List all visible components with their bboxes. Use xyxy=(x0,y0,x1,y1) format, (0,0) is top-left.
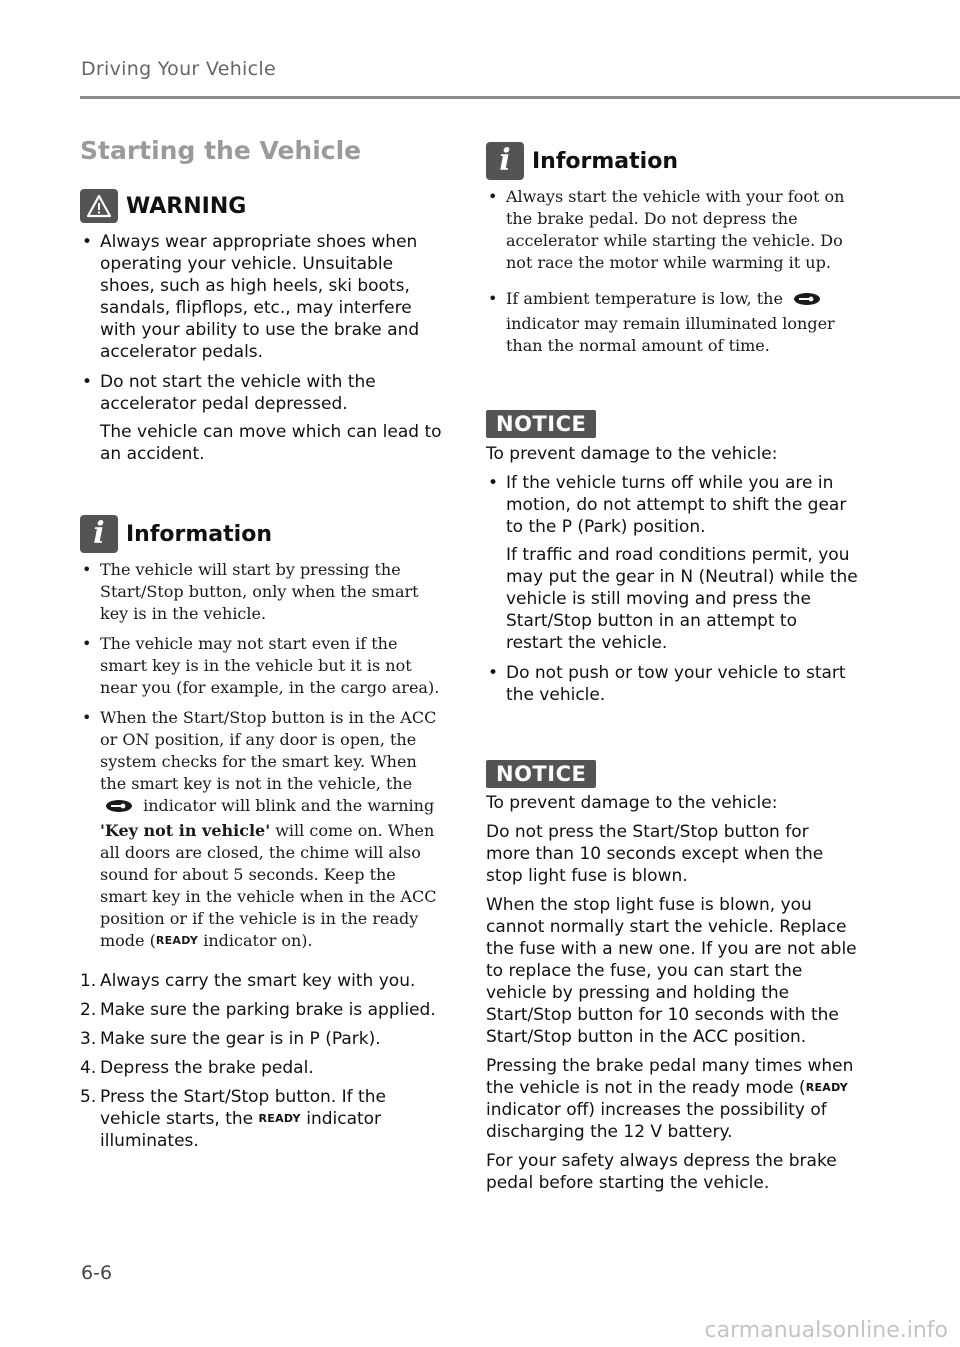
step-item: 4. Depress the brake pedal. xyxy=(80,1058,314,1078)
notice-paragraph: For your safety always depress the brake pedal before starting the vehicle. xyxy=(486,1151,837,1193)
notice-intro: To prevent damage to the vehicle: xyxy=(486,793,778,813)
info-icon: i xyxy=(486,142,524,180)
notice-paragraph: Do not press the Start/Stop button for more than 10 seconds except when the stop light fuse is blown. xyxy=(486,822,824,886)
smart-key-icon xyxy=(104,798,134,820)
section-title: Starting the Vehicle xyxy=(80,136,362,165)
steps-list xyxy=(80,970,450,1159)
notice-badge: NOTICE xyxy=(486,760,596,788)
notice-paragraph: Pressing the brake pedal many times when the vehicle is not in the ready mode (READY indicator off) increases the possibility of discharging the 12 V battery. xyxy=(486,1056,854,1142)
notice-intro: To prevent damage to the vehicle: xyxy=(486,444,778,464)
list-item: • Do not push or tow your vehicle to start the vehicle. xyxy=(486,662,858,706)
warning-icon xyxy=(80,189,118,223)
info-body-right xyxy=(486,186,846,365)
info-body-left xyxy=(80,559,445,960)
info-label: Information xyxy=(126,521,272,547)
step-item: 2. Make sure the parking brake is applied. xyxy=(80,1000,436,1020)
list-item-note: If traffic and road conditions permit, you may put the gear in N (Neutral) while the vehicle is still moving and press the Start/Stop button in an attempt to restart the vehicle. xyxy=(506,545,858,653)
warning-header xyxy=(80,189,246,223)
info-icon: i xyxy=(80,515,118,553)
chapter-title: Driving Your Vehicle xyxy=(81,58,276,80)
list-item: • Always start the vehicle with your foot on the brake pedal. Do not depress the accelerator while starting the vehicle. Do not race the motor while warming it up. xyxy=(486,186,846,274)
info-header-right xyxy=(486,142,678,180)
smart-key-icon xyxy=(792,291,822,313)
info-label: Information xyxy=(532,148,678,174)
list-item: • The vehicle will start by pressing the Start/Stop button, only when the smart key is in the vehicle. xyxy=(80,559,445,625)
list-item: • Always wear appropriate shoes when operating your vehicle. Unsuitable shoes, such as high heels, ski boots, sandals, flipflops, etc., may interfere with your ability to use the brake and accelerator pedals. xyxy=(80,231,445,363)
ready-indicator-icon: READY xyxy=(805,1081,848,1094)
list-item: • When the Start/Stop button is in the ACC or ON position, if any door is open, the system checks for the smart key. When the smart key is not in the vehicle, the indicator will blink and the warning 'Key not in vehicle' will come on. When all doors are closed, the chime will also sound for about 5 seconds. Keep the smart key in the vehicle when in the ACC position or if the vehicle is in the ready mode (READY indicator on). xyxy=(80,707,445,952)
list-item: • The vehicle may not start even if the smart key is in the vehicle but it is not near you (for example, in the cargo area). xyxy=(80,633,445,699)
list-item: • Do not start the vehicle with the accelerator pedal depressed. The vehicle can move which can lead to an accident. xyxy=(80,371,445,465)
watermark: carmanualsonline.info xyxy=(704,1318,948,1343)
ready-indicator-icon: READY xyxy=(258,1112,301,1125)
notice-header-2 xyxy=(486,760,596,788)
notice-body-2 xyxy=(486,792,858,1201)
warning-label: WARNING xyxy=(126,193,247,219)
info-header-left xyxy=(80,515,272,553)
notice-body-1 xyxy=(486,443,858,714)
list-item: • If the vehicle turns off while you are in motion, do not attempt to shift the gear to the P (Park) position. If traffic and road conditions permit, you may put the gear in N (Neutral) while the vehicle is still moving and press the Start/Stop button in an attempt to restart the vehicle. xyxy=(486,472,858,654)
page-number: 6-6 xyxy=(81,1262,113,1284)
list-item: • If ambient temperature is low, the indicator may remain illuminated longer than the normal amount of time. xyxy=(486,288,846,357)
header-divider xyxy=(80,96,960,99)
notice-header-1 xyxy=(486,410,596,438)
notice-paragraph: When the stop light fuse is blown, you cannot normally start the vehicle. Replace the fuse with a new one. If you are not able to replace the fuse, you can start the vehicle by pressing and holding the Start/Stop button for 10 seconds with the Start/Stop button in the ACC position. xyxy=(486,895,857,1047)
warning-body xyxy=(80,231,445,473)
ready-indicator-icon: READY xyxy=(155,934,199,947)
notice-badge: NOTICE xyxy=(486,410,596,438)
step-item: 3. Make sure the gear is in P (Park). xyxy=(80,1029,381,1049)
step-item: 5. Press the Start/Stop button. If the vehicle starts, the READY indicator illuminates. xyxy=(80,1087,386,1151)
list-item-note: The vehicle can move which can lead to an accident. xyxy=(100,422,442,464)
step-item: 1. Always carry the smart key with you. xyxy=(80,971,416,991)
